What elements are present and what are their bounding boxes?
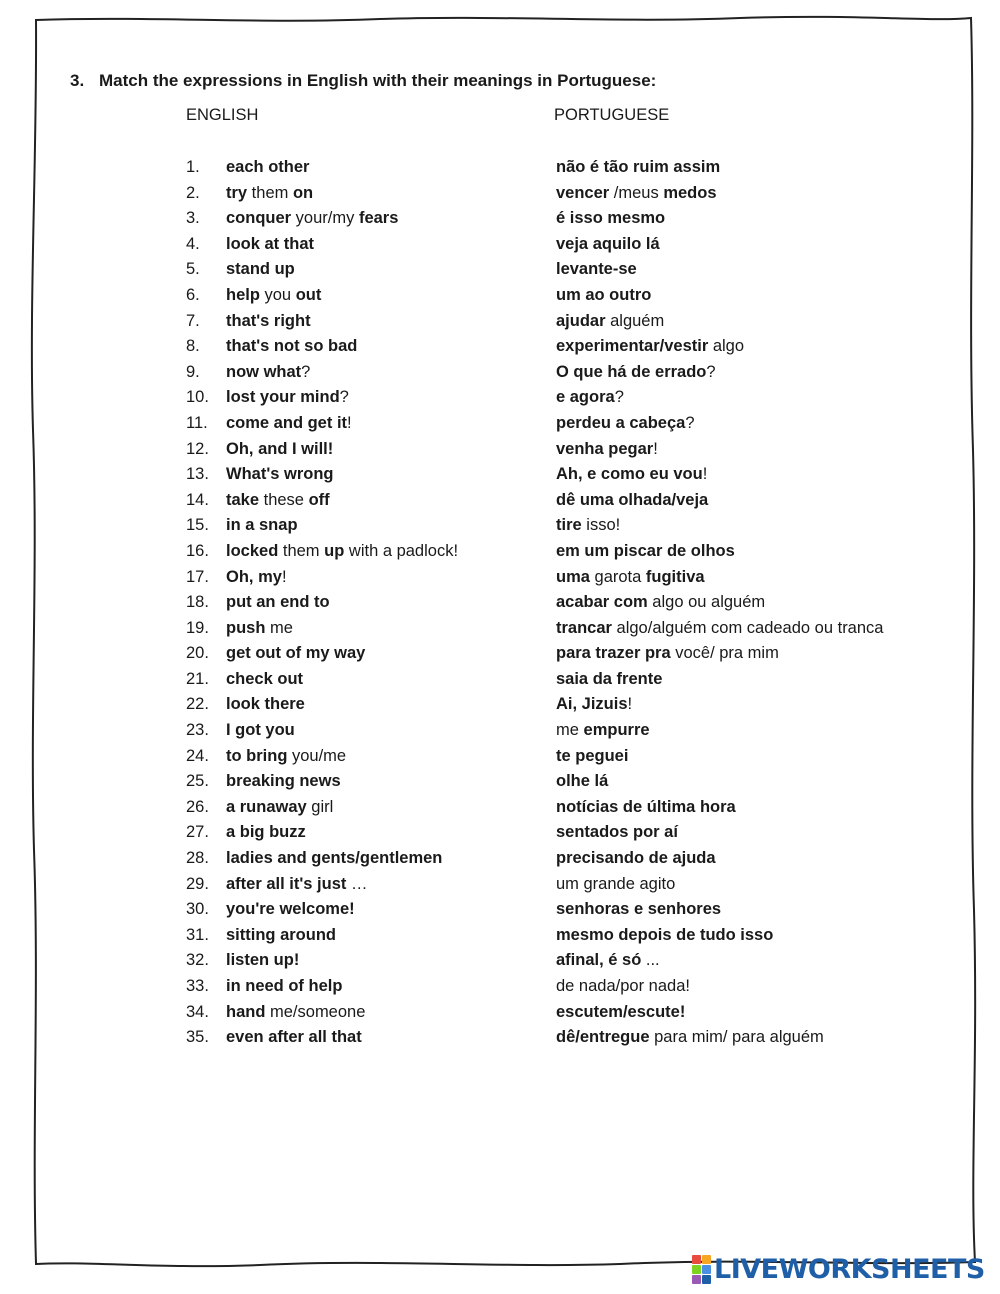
portuguese-column-header: PORTUGUESE [554, 106, 670, 124]
row-number: 30. [186, 900, 209, 919]
english-expression [226, 438, 333, 460]
text-segment: them [247, 183, 293, 202]
portuguese-meaning [556, 284, 651, 306]
english-expression [226, 310, 311, 332]
text-segment: você/ pra mim [670, 644, 779, 663]
text-segment: algo ou alguém [647, 593, 766, 612]
bold-segment: stand up [226, 260, 295, 279]
text-segment: de nada/por nada! [556, 977, 690, 995]
english-expression [226, 668, 303, 690]
logo-square [692, 1265, 701, 1274]
bold-segment: check out [226, 669, 304, 688]
row-number: 6. [186, 285, 200, 304]
table-row [0, 949, 1000, 975]
text-segment: algo [708, 337, 745, 356]
question-heading [70, 71, 656, 91]
bold-segment: precisando de ajuda [556, 849, 716, 868]
logo-square [702, 1275, 711, 1284]
bold-segment: sentados por aí [556, 823, 678, 842]
text-segment: girl [306, 797, 334, 816]
table-row [0, 1001, 1000, 1027]
bold-segment: é isso mesmo [556, 209, 666, 228]
bold-segment: conquer [226, 209, 292, 228]
portuguese-meaning [556, 335, 744, 357]
text-segment: me [265, 618, 293, 637]
table-row [0, 386, 1000, 412]
row-number: 21. [186, 669, 209, 688]
english-expression [226, 412, 352, 434]
bold-segment: put an end to [226, 593, 330, 612]
bold-segment: look at that [226, 234, 315, 253]
english-expression [226, 770, 341, 792]
portuguese-meaning [556, 949, 660, 971]
row-number: 33. [186, 977, 209, 995]
text-segment: ! [702, 465, 708, 484]
text-segment: … [346, 874, 368, 893]
table-row [0, 489, 1000, 515]
bold-segment: dê uma olhada/veja [556, 490, 709, 509]
bold-segment: Oh, and I will! [226, 439, 334, 458]
text-segment: ! [281, 567, 287, 586]
logo-square [692, 1275, 701, 1284]
text-segment: you/me [287, 746, 347, 765]
bold-segment: get out of my way [226, 644, 366, 663]
table-row [0, 898, 1000, 924]
bold-segment: breaking news [226, 772, 341, 791]
table-row [0, 591, 1000, 617]
row-number: 32. [186, 951, 209, 970]
text-segment: ! [347, 413, 352, 432]
bold-segment: a runaway [226, 797, 307, 816]
bold-segment: vencer [556, 183, 610, 202]
bold-segment: locked [226, 541, 279, 560]
logo-square [692, 1255, 701, 1264]
row-number: 20. [186, 644, 209, 663]
row-number: 31. [186, 925, 209, 944]
row-number: 2. [186, 183, 200, 202]
bold-segment: to bring [226, 746, 288, 765]
bold-segment: fears [358, 209, 399, 228]
bold-segment: Ah, e como eu vou [556, 465, 703, 484]
portuguese-meaning [556, 514, 620, 536]
bold-segment: experimentar/vestir [556, 337, 709, 356]
bold-segment: try [226, 183, 248, 202]
text-segment: these [259, 490, 309, 509]
english-expression [226, 207, 398, 229]
logo-mark-icon [692, 1255, 711, 1284]
text-segment: you [259, 285, 296, 304]
text-segment: ? [614, 388, 624, 407]
portuguese-meaning [556, 1026, 824, 1048]
text-segment: ? [301, 362, 311, 381]
text-segment: ... [641, 951, 660, 970]
row-number: 4. [186, 234, 200, 253]
english-expression [226, 489, 330, 511]
row-number: 8. [186, 337, 200, 356]
english-expression [226, 796, 333, 818]
text-segment: alguém [605, 311, 665, 330]
bold-segment: em um piscar de olhos [556, 541, 735, 560]
english-expression [226, 591, 330, 613]
bold-segment: perdeu a cabeça [556, 413, 686, 432]
bold-segment: even after all that [226, 1028, 362, 1047]
portuguese-meaning [556, 873, 675, 895]
text-segment: ? [685, 413, 695, 432]
portuguese-meaning [556, 898, 721, 920]
text-segment: isso! [581, 516, 621, 535]
english-expression [226, 540, 458, 562]
portuguese-meaning [556, 412, 695, 434]
bold-segment: now what [226, 362, 302, 381]
portuguese-meaning [556, 438, 658, 460]
logo-square [702, 1255, 711, 1264]
row-number: 7. [186, 311, 200, 330]
bold-segment: listen up! [226, 951, 300, 970]
portuguese-meaning [556, 463, 707, 485]
table-row [0, 719, 1000, 745]
table-row [0, 310, 1000, 336]
bold-segment: levante-se [556, 260, 637, 279]
bold-segment: Ai, Jizuis [556, 695, 628, 714]
text-segment: them [278, 541, 325, 560]
text-segment: ? [339, 388, 349, 407]
bold-segment: ladies and gents/gentlemen [226, 849, 443, 868]
table-row [0, 642, 1000, 668]
bold-segment: veja aquilo lá [556, 234, 660, 253]
english-expression [226, 847, 442, 869]
portuguese-meaning [556, 233, 660, 255]
table-row [0, 233, 1000, 259]
bold-segment: push [226, 618, 266, 637]
text-segment: with a padlock! [344, 541, 459, 560]
table-row [0, 770, 1000, 796]
english-expression [226, 361, 310, 383]
text-segment: ! [653, 439, 658, 458]
row-number: 23. [186, 721, 209, 740]
text-segment: me/someone [265, 1002, 366, 1021]
table-row [0, 156, 1000, 182]
english-expression [226, 924, 336, 946]
table-row [0, 745, 1000, 771]
bold-segment: afinal, é só [556, 951, 642, 970]
bold-segment: notícias de última hora [556, 797, 736, 816]
bold-segment: ajudar [556, 311, 606, 330]
bold-segment: trancar [556, 618, 612, 637]
bold-segment: look there [226, 695, 305, 714]
row-number: 29. [186, 874, 209, 893]
row-number: 25. [186, 772, 209, 791]
english-expression [226, 284, 321, 306]
english-expression [226, 258, 295, 280]
table-row [0, 693, 1000, 719]
table-row [0, 617, 1000, 643]
row-number: 34. [186, 1002, 209, 1021]
portuguese-meaning [556, 361, 716, 383]
text-segment: um grande agito [556, 874, 676, 893]
row-number: 5. [186, 260, 200, 279]
portuguese-meaning [556, 1001, 685, 1023]
table-row [0, 207, 1000, 233]
english-expression [226, 182, 313, 204]
english-expression [226, 745, 346, 767]
english-column-header: ENGLISH [186, 106, 259, 124]
table-row [0, 258, 1000, 284]
portuguese-meaning [556, 156, 720, 178]
bold-segment: não é tão ruim assim [556, 158, 721, 176]
row-number: 3. [186, 209, 200, 228]
portuguese-meaning [556, 489, 708, 511]
row-number: 15. [186, 516, 209, 535]
table-row [0, 975, 1000, 1001]
table-row [0, 463, 1000, 489]
bold-segment: hand [226, 1002, 266, 1021]
portuguese-meaning [556, 770, 608, 792]
portuguese-meaning [556, 591, 765, 613]
bold-segment: out [295, 285, 322, 304]
bold-segment: on [292, 183, 314, 202]
bold-segment: off [308, 490, 330, 509]
english-expression [226, 156, 309, 178]
bold-segment: olhe lá [556, 772, 609, 791]
bold-segment: Oh, my [226, 567, 282, 586]
bold-segment: lost your mind [226, 388, 340, 407]
bold-segment: mesmo depois de tudo isso [556, 925, 774, 944]
portuguese-meaning [556, 617, 883, 639]
english-expression [226, 975, 342, 997]
bold-segment: um ao outro [556, 285, 652, 304]
row-number: 13. [186, 465, 209, 484]
bold-segment: empurre [583, 721, 650, 740]
bold-segment: What's wrong [226, 465, 334, 484]
table-row [0, 873, 1000, 899]
row-number: 35. [186, 1028, 209, 1047]
bold-segment: acabar com [556, 593, 648, 612]
portuguese-meaning [556, 310, 664, 332]
table-row [0, 182, 1000, 208]
bold-segment: sitting around [226, 925, 336, 944]
text-segment: para mim/ para alguém [649, 1028, 824, 1047]
text-segment: algo/alguém com cadeado ou tranca [611, 618, 884, 637]
row-number: 10. [186, 388, 209, 407]
table-row [0, 924, 1000, 950]
logo-square [702, 1265, 711, 1274]
portuguese-meaning [556, 386, 624, 408]
portuguese-meaning [556, 258, 637, 280]
portuguese-meaning [556, 796, 736, 818]
bold-segment: in a snap [226, 516, 298, 535]
text-segment: garota [589, 567, 646, 586]
english-expression [226, 335, 357, 357]
row-number: 27. [186, 823, 209, 842]
table-row [0, 284, 1000, 310]
bold-segment: I got you [226, 721, 295, 740]
row-number: 12. [186, 439, 209, 458]
liveworksheets-logo [692, 1254, 985, 1284]
table-row [0, 796, 1000, 822]
text-segment: /meus [609, 183, 664, 202]
row-number: 16. [186, 541, 209, 560]
bold-segment: help [226, 285, 260, 304]
portuguese-meaning [556, 182, 717, 204]
row-number: 1. [186, 158, 200, 176]
table-row [0, 438, 1000, 464]
portuguese-meaning [556, 847, 716, 869]
text-segment: ! [627, 695, 633, 714]
text-segment: ? [706, 362, 716, 381]
portuguese-meaning [556, 719, 650, 741]
portuguese-meaning [556, 642, 779, 664]
table-row [0, 566, 1000, 592]
question-number: 3. [70, 71, 85, 90]
bold-segment: medos [663, 183, 717, 202]
bold-segment: you're welcome! [226, 900, 355, 919]
logo-text: LIVEWORKSHEETS [714, 1253, 985, 1285]
portuguese-meaning [556, 540, 735, 562]
english-expression [226, 514, 298, 536]
english-expression [226, 873, 367, 895]
portuguese-meaning [556, 975, 690, 997]
english-expression [226, 463, 334, 485]
row-number: 24. [186, 746, 209, 765]
bold-segment: each other [226, 158, 310, 176]
bold-segment: fugitiva [645, 567, 705, 586]
english-expression [226, 949, 299, 971]
bold-segment: senhoras e senhores [556, 900, 722, 919]
portuguese-meaning [556, 821, 678, 843]
english-expression [226, 1001, 365, 1023]
bold-segment: saia da frente [556, 669, 663, 688]
portuguese-meaning [556, 668, 662, 690]
english-expression [226, 233, 314, 255]
english-expression [226, 1026, 362, 1048]
bold-segment: para trazer pra [556, 644, 671, 663]
row-number: 28. [186, 849, 209, 868]
row-number: 14. [186, 490, 209, 509]
bold-segment: that's right [226, 311, 311, 330]
table-row [0, 361, 1000, 387]
row-number: 18. [186, 593, 209, 612]
row-number: 17. [186, 567, 209, 586]
english-expression [226, 898, 355, 920]
bold-segment: up [324, 541, 345, 560]
english-expression [226, 617, 293, 639]
bold-segment: in need of help [226, 977, 343, 995]
portuguese-meaning [556, 924, 773, 946]
portuguese-meaning [556, 693, 632, 715]
portuguese-meaning [556, 566, 705, 588]
english-expression [226, 821, 306, 843]
english-expression [226, 566, 287, 588]
row-number: 19. [186, 618, 209, 637]
english-expression [226, 386, 349, 408]
bold-segment: come and get it [226, 413, 348, 432]
row-number: 11. [186, 413, 208, 432]
bold-segment: e agora [556, 388, 615, 407]
table-row [0, 335, 1000, 361]
text-segment: your/my [291, 209, 359, 228]
table-row [0, 514, 1000, 540]
portuguese-meaning [556, 745, 628, 767]
bold-segment: te peguei [556, 746, 629, 765]
bold-segment: after all it's just [226, 874, 347, 893]
question-text: Match the expressions in English with their meanings in Portuguese: [99, 71, 657, 90]
bold-segment: tire [556, 516, 582, 535]
text-segment: me [556, 721, 584, 740]
english-expression [226, 642, 365, 664]
row-number: 22. [186, 695, 209, 714]
table-row [0, 540, 1000, 566]
table-row [0, 847, 1000, 873]
bold-segment: venha pegar [556, 439, 654, 458]
bold-segment: take [226, 490, 260, 509]
bold-segment: that's not so bad [226, 337, 358, 356]
matching-list [0, 156, 1000, 1052]
bold-segment: escutem/escute! [556, 1002, 686, 1021]
bold-segment: O que há de errado [556, 362, 707, 381]
row-number: 9. [186, 362, 200, 381]
english-expression [226, 693, 305, 715]
portuguese-meaning [556, 207, 665, 229]
table-row [0, 412, 1000, 438]
table-row [0, 668, 1000, 694]
bold-segment: a big buzz [226, 823, 306, 842]
english-expression [226, 719, 295, 741]
table-row [0, 821, 1000, 847]
bold-segment: dê/entregue [556, 1028, 650, 1047]
table-row [0, 1026, 1000, 1052]
bold-segment: uma [556, 567, 590, 586]
row-number: 26. [186, 797, 209, 816]
